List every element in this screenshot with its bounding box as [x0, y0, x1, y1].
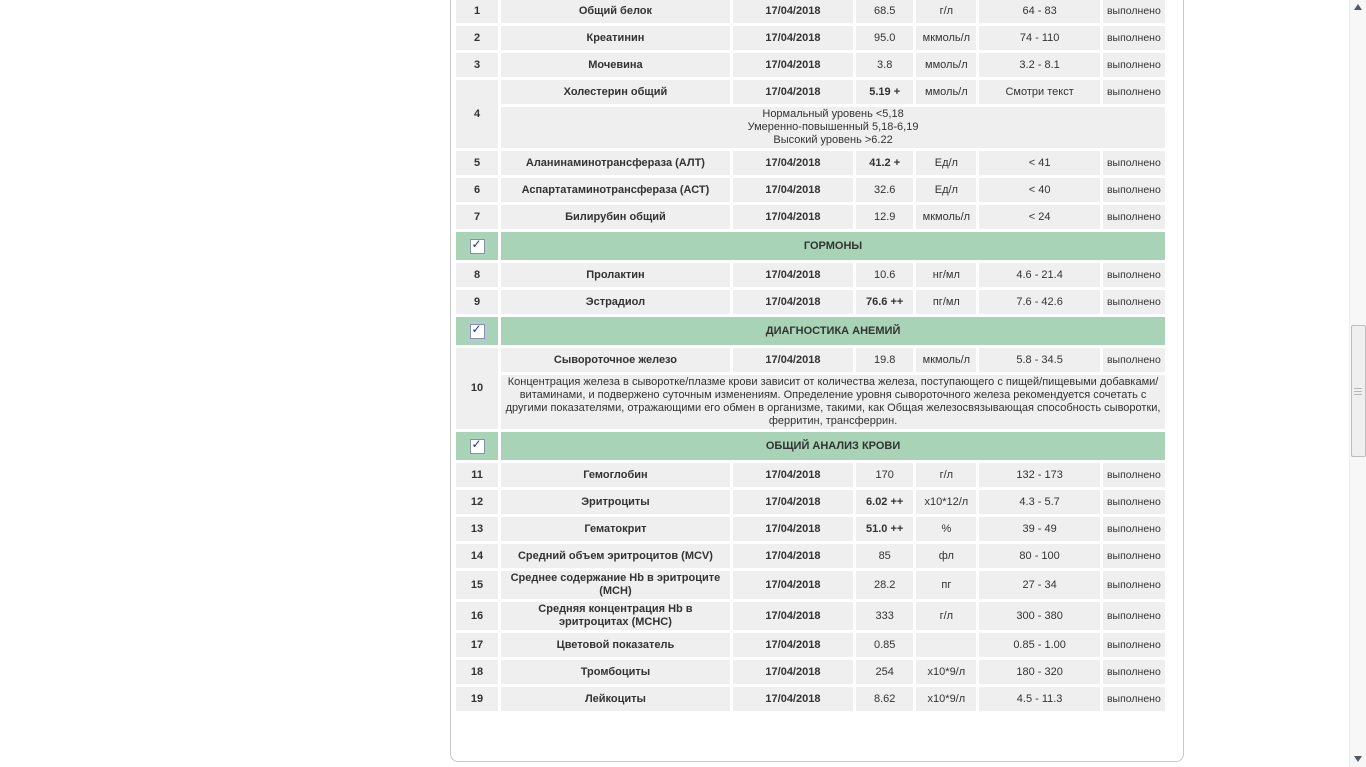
- status-cell: выполнено: [1103, 53, 1165, 77]
- row-number-cell: 5: [456, 151, 498, 175]
- units-cell: мкмоль/л: [916, 348, 976, 372]
- scroll-down-button[interactable]: [1350, 751, 1366, 767]
- reference-range-cell: < 24: [979, 205, 1099, 229]
- status-cell: выполнено: [1103, 660, 1165, 684]
- table-row: [456, 178, 1165, 202]
- check-icon: ✓: [471, 436, 482, 451]
- reference-range-cell: 3.2 - 8.1: [979, 53, 1099, 77]
- row-number-cell: 14: [456, 544, 498, 568]
- row-number-cell: 1: [456, 0, 498, 23]
- status-cell: выполнено: [1103, 205, 1165, 229]
- table-row: [456, 571, 1165, 599]
- table-row: [456, 602, 1165, 630]
- date-cell: 17/04/2018: [733, 633, 853, 657]
- test-name-cell: Эстрадиол: [501, 290, 730, 314]
- reference-range-cell: 80 - 100: [979, 544, 1099, 568]
- table-row: [456, 660, 1165, 684]
- date-cell: 17/04/2018: [733, 348, 853, 372]
- result-cell: 51.0 ++: [856, 517, 913, 541]
- row-number-cell: 12: [456, 490, 498, 514]
- result-cell: 32.6: [856, 178, 913, 202]
- test-name-cell: Билирубин общий: [501, 205, 730, 229]
- date-cell: 17/04/2018: [733, 178, 853, 202]
- date-cell: 17/04/2018: [733, 80, 853, 104]
- reference-range-cell: 300 - 380: [979, 602, 1099, 630]
- result-cell: 0.85: [856, 633, 913, 657]
- table-row: [456, 490, 1165, 514]
- row-number-cell: 17: [456, 633, 498, 657]
- result-cell: 6.02 ++: [856, 490, 913, 514]
- units-cell: х10*9/л: [916, 660, 976, 684]
- table-row: [456, 544, 1165, 568]
- date-cell: 17/04/2018: [733, 544, 853, 568]
- date-cell: 17/04/2018: [733, 687, 853, 711]
- test-name-cell: Гемоглобин: [501, 463, 730, 487]
- reference-range-cell: 4.5 - 11.3: [979, 687, 1099, 711]
- reference-range-cell: Смотри текст: [979, 80, 1099, 104]
- date-cell: 17/04/2018: [733, 463, 853, 487]
- table-row: [456, 687, 1165, 711]
- reference-range-cell: 5.8 - 34.5: [979, 348, 1099, 372]
- date-cell: 17/04/2018: [733, 660, 853, 684]
- units-cell: х10*12/л: [916, 490, 976, 514]
- section-checkbox[interactable]: [470, 436, 485, 454]
- table-row: [456, 53, 1165, 77]
- table-row: [456, 151, 1165, 175]
- reference-range-cell: 4.6 - 21.4: [979, 263, 1099, 287]
- units-cell: х10*9/л: [916, 687, 976, 711]
- row-number-cell: 7: [456, 205, 498, 229]
- row-number-cell: 3: [456, 53, 498, 77]
- reference-range-cell: 64 - 83: [979, 0, 1099, 23]
- note-line: Концентрация железа в сыворотке/плазме крови зависит от количества железа, поступающего с пищей/пищевыми добавками/витаминами, и подвержено суточным изменениям. Определение уровня сывороточного железа рекомендуется сочетать с другими показателями, отражающими его обмен в организме, такими, как Общая железосвязывающая способность сыворотки, ферритин, трансферрин.: [505, 376, 1161, 427]
- reference-range-cell: 132 - 173: [979, 463, 1099, 487]
- row-number-cell: 6: [456, 178, 498, 202]
- date-cell: 17/04/2018: [733, 0, 853, 23]
- units-cell: Ед/л: [916, 151, 976, 175]
- test-name-cell: Средний объем эритроцитов (MCV): [501, 544, 730, 568]
- date-cell: 17/04/2018: [733, 151, 853, 175]
- result-cell: 333: [856, 602, 913, 630]
- note-cell: [501, 375, 1165, 429]
- status-cell: выполнено: [1103, 633, 1165, 657]
- units-cell: [916, 633, 976, 657]
- test-name-cell: Пролактин: [501, 263, 730, 287]
- test-name-cell: Средняя концентрация Hb в эритроцитах (MCHC): [501, 602, 730, 630]
- reference-range-cell: 0.85 - 1.00: [979, 633, 1099, 657]
- section-title: ГОРМОНЫ: [501, 232, 1165, 260]
- reference-range-cell: 74 - 110: [979, 26, 1099, 50]
- date-cell: 17/04/2018: [733, 517, 853, 541]
- table-row: [456, 0, 1165, 23]
- result-cell: 28.2: [856, 571, 913, 599]
- date-cell: 17/04/2018: [733, 602, 853, 630]
- row-number-cell: 9: [456, 290, 498, 314]
- test-name-cell: Аспартатаминотрансфераза (АСТ): [501, 178, 730, 202]
- date-cell: 17/04/2018: [733, 290, 853, 314]
- table-row: [456, 348, 1165, 372]
- test-name-cell: Мочевина: [501, 53, 730, 77]
- lab-results-table: [453, 0, 1168, 714]
- table-row: [456, 263, 1165, 287]
- result-cell: 12.9: [856, 205, 913, 229]
- units-cell: г/л: [916, 602, 976, 630]
- date-cell: 17/04/2018: [733, 571, 853, 599]
- date-cell: 17/04/2018: [733, 490, 853, 514]
- test-name-cell: Цветовой показатель: [501, 633, 730, 657]
- vertical-scrollbar[interactable]: [1349, 0, 1366, 767]
- units-cell: г/л: [916, 463, 976, 487]
- row-number-cell: 16: [456, 602, 498, 630]
- units-cell: нг/мл: [916, 263, 976, 287]
- section-checkbox-cell: [456, 317, 498, 345]
- units-cell: ммоль/л: [916, 80, 976, 104]
- scroll-up-button[interactable]: [1350, 0, 1366, 16]
- units-cell: ммоль/л: [916, 53, 976, 77]
- result-cell: 5.19 +: [856, 80, 913, 104]
- reference-range-cell: 180 - 320: [979, 660, 1099, 684]
- section-title: ДИАГНОСТИКА АНЕМИЙ: [501, 317, 1165, 345]
- result-cell: 254: [856, 660, 913, 684]
- test-name-cell: Среднее содержание Hb в эритроците (MCH): [501, 571, 730, 599]
- status-cell: выполнено: [1103, 80, 1165, 104]
- note-line: Умеренно-повышенный 5,18-6,19: [747, 121, 919, 133]
- units-cell: пг/мл: [916, 290, 976, 314]
- table-row: [456, 517, 1165, 541]
- units-cell: фл: [916, 544, 976, 568]
- scroll-up-icon: [1354, 4, 1362, 10]
- table-row: [456, 633, 1165, 657]
- row-number-cell: 2: [456, 26, 498, 50]
- status-cell: выполнено: [1103, 687, 1165, 711]
- section-header-row: [456, 232, 1165, 260]
- reference-range-cell: 7.6 - 42.6: [979, 290, 1099, 314]
- units-cell: Ед/л: [916, 178, 976, 202]
- note-row: [456, 375, 1165, 429]
- table-row: [456, 290, 1165, 314]
- units-cell: пг: [916, 571, 976, 599]
- units-cell: %: [916, 517, 976, 541]
- result-cell: 76.6 ++: [856, 290, 913, 314]
- row-number-cell: 13: [456, 517, 498, 541]
- reference-range-cell: 39 - 49: [979, 517, 1099, 541]
- table-row: [456, 80, 1165, 104]
- result-cell: 41.2 +: [856, 151, 913, 175]
- status-cell: выполнено: [1103, 26, 1165, 50]
- status-cell: выполнено: [1103, 490, 1165, 514]
- row-number-cell: 18: [456, 660, 498, 684]
- note-line: Нормальный уровень <5,18: [762, 108, 904, 120]
- status-cell: выполнено: [1103, 517, 1165, 541]
- scrollbar-thumb[interactable]: [1351, 325, 1366, 457]
- result-cell: 170: [856, 463, 913, 487]
- units-cell: г/л: [916, 0, 976, 23]
- test-name-cell: Аланинаминотрансфераза (АЛТ): [501, 151, 730, 175]
- test-name-cell: Лейкоциты: [501, 687, 730, 711]
- result-cell: 3.8: [856, 53, 913, 77]
- test-name-cell: Общий белок: [501, 0, 730, 23]
- row-number-cell: 4: [456, 80, 498, 148]
- section-checkbox-cell: [456, 432, 498, 460]
- units-cell: мкмоль/л: [916, 205, 976, 229]
- test-name-cell: Сывороточное железо: [501, 348, 730, 372]
- row-number-cell: 19: [456, 687, 498, 711]
- status-cell: выполнено: [1103, 0, 1165, 23]
- test-name-cell: Холестерин общий: [501, 80, 730, 104]
- units-cell: мкмоль/л: [916, 26, 976, 50]
- status-cell: выполнено: [1103, 571, 1165, 599]
- note-line: Высокий уровень >6.22: [773, 134, 893, 146]
- check-icon: ✓: [471, 321, 482, 336]
- status-cell: выполнено: [1103, 348, 1165, 372]
- test-name-cell: Эритроциты: [501, 490, 730, 514]
- reference-range-cell: 27 - 34: [979, 571, 1099, 599]
- result-cell: 10.6: [856, 263, 913, 287]
- row-number-cell: 10: [456, 348, 498, 429]
- result-cell: 68.5: [856, 0, 913, 23]
- section-checkbox[interactable]: [470, 321, 485, 339]
- result-cell: 8.62: [856, 687, 913, 711]
- status-cell: выполнено: [1103, 602, 1165, 630]
- status-cell: выполнено: [1103, 178, 1165, 202]
- section-header-row: [456, 317, 1165, 345]
- section-title: ОБЩИЙ АНАЛИЗ КРОВИ: [501, 432, 1165, 460]
- reference-range-cell: 4.3 - 5.7: [979, 490, 1099, 514]
- status-cell: выполнено: [1103, 151, 1165, 175]
- scrollbar-grip-icon: [1354, 388, 1362, 395]
- note-cell: [501, 107, 1165, 148]
- row-number-cell: 15: [456, 571, 498, 599]
- result-cell: 95.0: [856, 26, 913, 50]
- section-checkbox-cell: [456, 232, 498, 260]
- test-name-cell: Креатинин: [501, 26, 730, 50]
- date-cell: 17/04/2018: [733, 263, 853, 287]
- section-checkbox[interactable]: [470, 236, 485, 254]
- test-name-cell: Тромбоциты: [501, 660, 730, 684]
- row-number-cell: 8: [456, 263, 498, 287]
- reference-range-cell: < 40: [979, 178, 1099, 202]
- date-cell: 17/04/2018: [733, 53, 853, 77]
- result-cell: 19.8: [856, 348, 913, 372]
- status-cell: выполнено: [1103, 263, 1165, 287]
- status-cell: выполнено: [1103, 290, 1165, 314]
- check-icon: ✓: [471, 236, 482, 251]
- status-cell: выполнено: [1103, 544, 1165, 568]
- table-row: [456, 463, 1165, 487]
- date-cell: 17/04/2018: [733, 26, 853, 50]
- reference-range-cell: < 41: [979, 151, 1099, 175]
- scroll-down-icon: [1354, 756, 1362, 762]
- note-row: [456, 107, 1165, 148]
- test-name-cell: Гематокрит: [501, 517, 730, 541]
- status-cell: выполнено: [1103, 463, 1165, 487]
- section-header-row: [456, 432, 1165, 460]
- table-row: [456, 26, 1165, 50]
- table-row: [456, 205, 1165, 229]
- result-cell: 85: [856, 544, 913, 568]
- row-number-cell: 11: [456, 463, 498, 487]
- date-cell: 17/04/2018: [733, 205, 853, 229]
